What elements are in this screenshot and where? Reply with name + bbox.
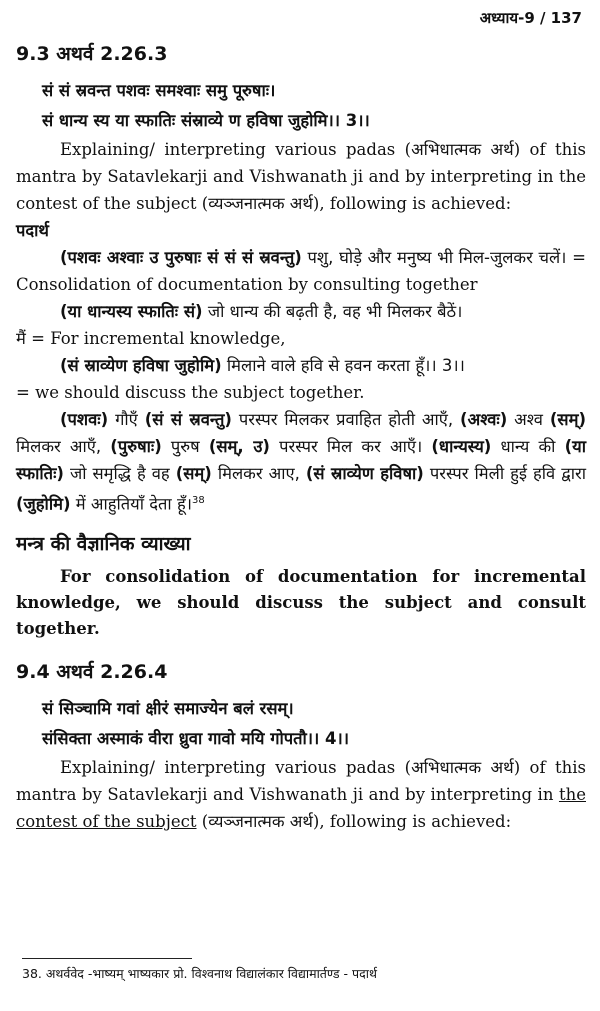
- pada-term: (सं स्राव्येण हविषा): [305, 464, 424, 483]
- intro-term-vyanjanatmak: व्यञ्जनात्मक अर्थ: [208, 194, 313, 213]
- pada-meaning: गौएँ: [108, 410, 145, 429]
- intro-term-abhidhatmak: अभिधात्मक अर्थ: [411, 140, 514, 159]
- footnote-divider: [22, 958, 192, 959]
- mantra-verse-9-4: [16, 694, 586, 754]
- padartha-item-2: [16, 298, 586, 325]
- padartha-item-4: [16, 406, 586, 518]
- padartha-item-1: [16, 244, 586, 298]
- pada-meaning: अश्व: [507, 410, 550, 429]
- pada-meaning: जो समृद्धि है वह: [63, 464, 176, 483]
- pada-term: (पशवः): [60, 410, 109, 429]
- pada-meaning: परस्पर मिल कर आएँ।: [269, 437, 432, 456]
- intro-text: ) of this mantra by Satavlekarji and Vishwanath ji and by interpreting in the contest of the subject (: [16, 140, 586, 213]
- intro-text: ), following is achieved:: [312, 811, 512, 831]
- scientific-explanation-text: For consolidation of documentation for incremental knowledge, we should discuss the subject and consult together.: [16, 566, 586, 638]
- pada-term: (पुरुषाः): [110, 437, 162, 456]
- pada-term: (सं सं स्रवन्तु): [144, 410, 232, 429]
- intro-paragraph-9-4: [16, 754, 586, 835]
- pada-meaning-english: = Consolidation of documentation by consulting together: [16, 248, 586, 294]
- verse-line-1: सं सं स्रवन्त पशवः समश्वाः समु पूरुषाः।: [42, 81, 276, 100]
- verse-line-1: सं सिञ्चामि गवां क्षीरं समाज्येन बलं रसम्।: [42, 698, 294, 718]
- pada-term: (अश्वः): [460, 410, 508, 429]
- pada-meaning: परस्पर मिली हुई हवि द्वारा: [423, 464, 587, 483]
- pada-meaning-hindi: जो धान्य की बढ़ती है, वह भी मिलकर बैठें।: [202, 302, 463, 321]
- intro-text: ), following is achieved:: [312, 194, 512, 213]
- pada-term: (सम्): [549, 410, 586, 429]
- verse-line-2: सं धान्य स्य या स्फातिः संस्राव्ये ण हविषा जुहोमि।। 3।।: [42, 111, 370, 130]
- verse-line-2: संसिक्ता अस्माकं वीरा ध्रुवा गावो मयि गोपतौ।। 4।।: [42, 728, 350, 748]
- intro-text: ) of this mantra by Satavlekarji and Vishwanath ji and by interpreting in: [16, 757, 586, 804]
- padartha-item-2-cont: [16, 325, 586, 352]
- section-heading-9-4: 9.4 अथर्व 2.26.4: [16, 660, 168, 683]
- intro-term-abhidhatmak: अभिधात्मक अर्थ: [411, 757, 514, 777]
- pada-meaning-hindi: मिलाने वाले हवि से हवन करता हूँ।। 3।।: [221, 356, 465, 375]
- pada-term: (जुहोमि): [16, 494, 71, 514]
- pada-meaning: परस्पर मिलकर प्रवाहित होती आएँ,: [231, 410, 461, 429]
- intro-text: Explaining/ interpreting various padas (: [60, 140, 412, 159]
- pada-term: (या स्फातिः): [16, 437, 586, 483]
- padartha-label: पदार्थ: [16, 221, 49, 240]
- footnote-38: 38. अथर्ववेद -भाष्यम् भाष्यकार प्रो. विश्वनाथ विद्यालंकार विद्यामार्तण्ड - पदार्थ: [22, 966, 377, 981]
- pada-term: (सं स्राव्येण हविषा जुहोमि): [60, 356, 222, 375]
- pada-term: (सम्, उ): [208, 437, 270, 456]
- pada-meaning: में आहुतियाँ देता हूँ।: [70, 494, 192, 514]
- pada-term: (धान्यस्य): [431, 437, 492, 456]
- pada-meaning: मिलकर आएँ,: [16, 437, 111, 456]
- padartha-item-3: [16, 352, 586, 379]
- pada-meaning-hindi: मैं: [16, 329, 26, 348]
- pada-meaning: पुरुष: [161, 437, 209, 456]
- underlined-phrase: the contest of the subject: [16, 784, 586, 831]
- scientific-explanation-heading: मन्त्र की वैज्ञानिक व्याख्या: [16, 532, 191, 555]
- pada-term: (पशवः अश्वाः उ पुरुषाः सं सं सं स्रवन्तु): [60, 248, 302, 267]
- intro-text: Explaining/ interpreting various padas (: [60, 757, 412, 777]
- pada-term: (या धान्यस्य स्फातिः सं): [60, 302, 203, 321]
- intro-text: (: [196, 811, 209, 831]
- intro-paragraph-9-3: [16, 136, 586, 217]
- padartha-item-3-english: = we should discuss the subject together.: [16, 383, 365, 402]
- pada-meaning-english: = For incremental knowledge,: [25, 329, 286, 348]
- running-head: अध्याय-9 / 137: [479, 9, 582, 27]
- pada-term: (सम्): [175, 464, 212, 483]
- intro-term-vyanjanatmak: व्यञ्जनात्मक अर्थ: [208, 811, 313, 831]
- section-heading-9-3: 9.3 अथर्व 2.26.3: [16, 43, 168, 65]
- page-content: [16, 40, 586, 835]
- mantra-verse-9-3: [16, 76, 586, 136]
- pada-meaning: धान्य की: [491, 437, 565, 456]
- footnote-reference: 38: [191, 495, 205, 506]
- pada-meaning-hindi: पशु, घोड़े और मनुष्य भी मिल-जुलकर चलें।: [301, 248, 567, 267]
- pada-meaning: मिलकर आए,: [211, 464, 306, 483]
